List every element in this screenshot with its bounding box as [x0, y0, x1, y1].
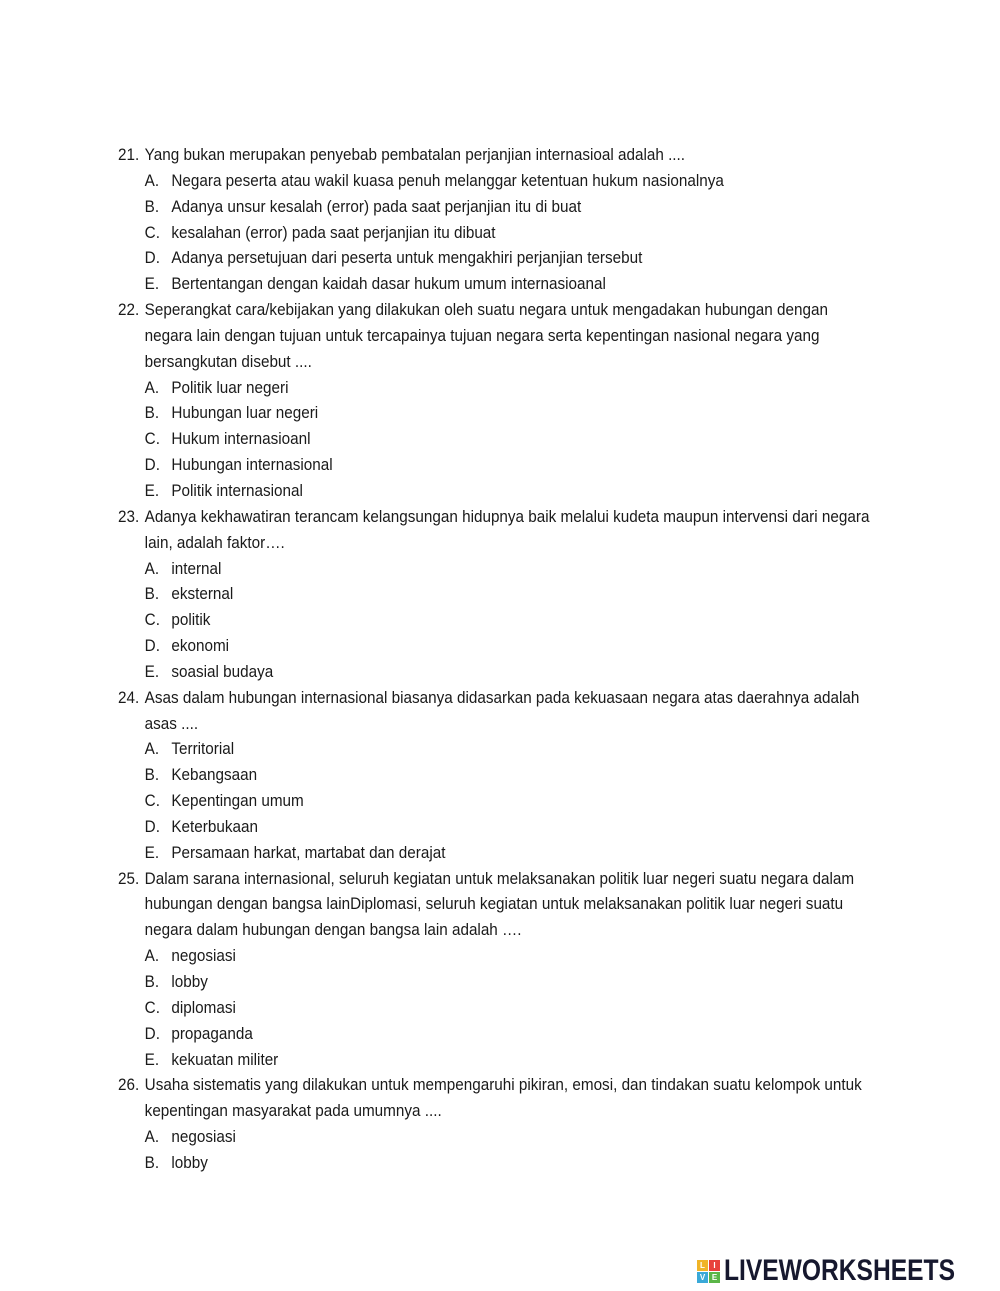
answer-option[interactable] — [118, 271, 817, 297]
answer-option-letter: B. — [144, 196, 160, 216]
answer-option-text: Adanya unsur kesalah (error) pada saat perjanjian itu di buat — [171, 196, 582, 216]
answer-option[interactable] — [118, 814, 817, 840]
answer-option-letter: B. — [144, 1152, 160, 1172]
question-number: 21. — [118, 145, 140, 164]
answer-option[interactable] — [118, 633, 817, 659]
answer-option-text: Territorial — [171, 739, 235, 759]
question-stem — [118, 685, 860, 737]
logo-tile-i: I — [709, 1260, 720, 1271]
answer-option-letter: B. — [144, 972, 160, 991]
answer-option-text: Hubungan luar negeri — [171, 403, 319, 423]
answer-option-letter: C. — [144, 997, 160, 1017]
answer-option[interactable] — [118, 762, 817, 788]
question-22 — [118, 297, 828, 504]
answer-option-letter: D. — [144, 455, 160, 475]
question-number: 23. — [118, 506, 140, 526]
answer-option-letter: B. — [144, 765, 160, 785]
answer-option-letter: C. — [144, 610, 160, 630]
answer-option-letter: E. — [144, 661, 160, 681]
logo-tile-v: V — [697, 1272, 708, 1283]
answer-option-text: Keterbukaan — [171, 816, 258, 836]
answer-option[interactable] — [118, 1047, 817, 1073]
answer-option-text: politik — [171, 610, 211, 630]
answer-option[interactable] — [118, 245, 817, 271]
answer-option[interactable] — [118, 220, 817, 246]
answer-option[interactable] — [118, 943, 817, 969]
answer-option-text: Politik internasional — [171, 480, 303, 500]
answer-option[interactable] — [118, 426, 817, 452]
question-number: 24. — [118, 687, 140, 707]
answer-option-text: Politik luar negeri — [171, 377, 289, 397]
question-stem — [118, 1072, 862, 1124]
question-text: Dalam sarana internasional, seluruh kegiatan untuk melaksanakan politik luar negeri suatu negara dalam hubungan dengan bangsa lainDiplomasi, seluruh kegiatan untuk melaksanakan politik luar negeri suatu negara dalam hubungan dengan bangsa lain adalah …. — [144, 868, 855, 940]
answer-option-letter: E. — [144, 842, 160, 862]
answer-option-letter: E. — [144, 274, 160, 294]
answer-option-text: Negara peserta atau wakil kuasa penuh melanggar ketentuan hukum nasionalnya — [171, 170, 724, 190]
liveworksheets-logo — [697, 1254, 1000, 1288]
question-21 — [118, 142, 817, 297]
answer-option-text: propaganda — [171, 1023, 253, 1043]
answer-option-text: internal — [171, 558, 222, 578]
answer-option-text: Hukum internasioanl — [171, 429, 311, 449]
answer-option-text: Kepentingan umum — [171, 791, 304, 811]
answer-option-letter: A. — [144, 946, 160, 966]
answer-option[interactable] — [118, 168, 817, 194]
answer-option[interactable] — [118, 659, 817, 685]
answer-option-text: Adanya persetujuan dari peserta untuk mengakhiri perjanjian tersebut — [171, 248, 643, 268]
answer-option-letter: C. — [144, 791, 160, 811]
question-list — [118, 142, 870, 1176]
question-text: Adanya kekhawatiran terancam kelangsungan hidupnya baik melalui kudeta maupun intervensi dari negara lain, adalah faktor…. — [144, 506, 870, 552]
answer-option[interactable] — [118, 452, 817, 478]
question-text: Usaha sistematis yang dilakukan untuk mempengaruhi pikiran, emosi, dan tindakan suatu kelompok untuk kepentingan masyarakat pada umumnya .... — [144, 1075, 862, 1121]
question-number: 25. — [118, 868, 140, 888]
question-number: 26. — [118, 1075, 140, 1095]
answer-option-letter: A. — [144, 377, 160, 397]
liveworksheets-logo-text: LIVEWORKSHEETS — [724, 1254, 955, 1287]
answer-option-text: Bertentangan dengan kaidah dasar hukum umum internasioanal — [171, 274, 606, 294]
answer-option-letter: A. — [144, 170, 160, 190]
answer-option-letter: B. — [144, 403, 160, 423]
logo-tile-e: E — [709, 1272, 720, 1283]
answer-option[interactable] — [118, 1150, 817, 1176]
question-stem — [118, 297, 828, 375]
answer-option-letter: C. — [144, 222, 160, 242]
answer-option[interactable] — [118, 840, 817, 866]
answer-option[interactable] — [118, 556, 817, 582]
question-text: Asas dalam hubungan internasional biasanya didasarkan pada kekuasaan negara atas daerahnya adalah asas .... — [144, 687, 860, 733]
question-number: 22. — [118, 300, 140, 320]
answer-option-letter: D. — [144, 248, 160, 268]
answer-option-text: negosiasi — [171, 1127, 236, 1147]
answer-option-text: lobby — [171, 1152, 208, 1172]
answer-option-letter: D. — [144, 816, 160, 836]
answer-option-text: diplomasi — [171, 997, 236, 1017]
question-24 — [118, 685, 860, 866]
answer-option[interactable] — [118, 995, 817, 1021]
logo-tile-l: L — [697, 1260, 708, 1271]
answer-option[interactable] — [118, 736, 817, 762]
answer-option-letter: D. — [144, 636, 160, 656]
answer-option-letter: A. — [144, 1127, 160, 1147]
answer-option-text: ekonomi — [171, 636, 230, 656]
answer-option-letter: E. — [144, 1049, 160, 1069]
answer-option[interactable] — [118, 607, 817, 633]
question-25 — [118, 866, 855, 1073]
answer-option[interactable] — [118, 375, 817, 401]
answer-option[interactable] — [118, 969, 817, 995]
answer-option[interactable] — [118, 400, 817, 426]
answer-option[interactable] — [118, 1124, 817, 1150]
answer-option-letter: A. — [144, 739, 160, 759]
answer-option[interactable] — [118, 788, 817, 814]
question-26 — [118, 1072, 862, 1175]
answer-option-text: eksternal — [171, 584, 234, 604]
answer-option-text: lobby — [171, 972, 208, 991]
answer-option-text: soasial budaya — [171, 661, 274, 681]
question-text: Seperangkat cara/kebijakan yang dilakukan oleh suatu negara untuk mengadakan hubungan dengan negara lain dengan tujuan untuk tercapainya tujuan negara serta kepentingan nasional negara yang bersangkutan disebut .... — [144, 300, 828, 371]
answer-option[interactable] — [118, 194, 817, 220]
answer-option-letter: A. — [144, 558, 160, 578]
answer-option-letter: D. — [144, 1023, 160, 1043]
liveworksheets-logo-icon — [697, 1260, 720, 1283]
question-stem — [118, 142, 817, 168]
question-text: Yang bukan merupakan penyebab pembatalan perjanjian internasioal adalah .... — [144, 145, 686, 164]
answer-option-text: Persamaan harkat, martabat dan derajat — [171, 842, 446, 862]
answer-option-letter: C. — [144, 429, 160, 449]
answer-option-text: negosiasi — [171, 946, 236, 966]
answer-option-letter: E. — [144, 480, 160, 500]
answer-option[interactable] — [118, 1021, 817, 1047]
question-stem — [118, 504, 870, 556]
question-stem — [118, 866, 855, 944]
answer-option-letter: B. — [144, 584, 160, 604]
answer-option-text: kesalahan (error) pada saat perjanjian itu dibuat — [171, 222, 496, 242]
answer-option[interactable] — [118, 478, 817, 504]
answer-option[interactable] — [118, 581, 817, 607]
question-23 — [118, 504, 870, 685]
answer-option-text: Hubungan internasional — [171, 455, 333, 475]
answer-option-text: Kebangsaan — [171, 765, 258, 785]
answer-option-text: kekuatan militer — [171, 1049, 279, 1069]
